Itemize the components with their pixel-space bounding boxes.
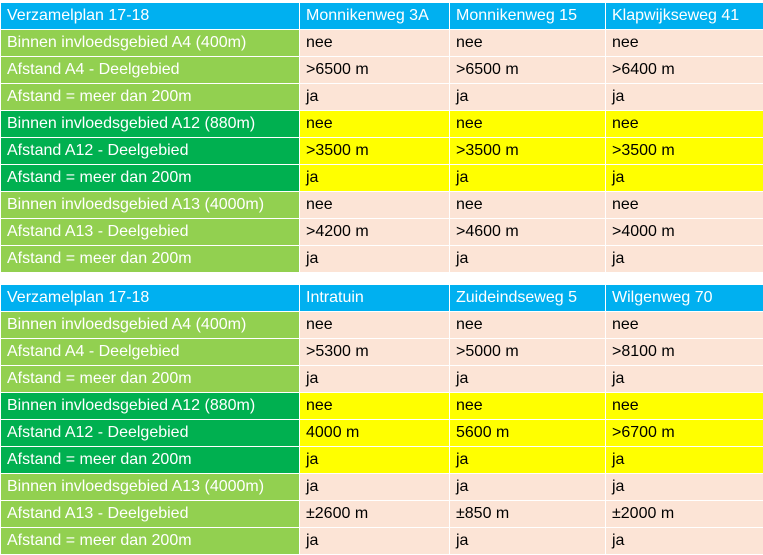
- value-cell: ja: [606, 84, 763, 111]
- table-row: [1, 84, 763, 111]
- table-row: [1, 192, 763, 219]
- value-cell: ja: [300, 528, 450, 555]
- header-cell-plan: Verzamelplan 17-18: [1, 3, 300, 30]
- row-label: Afstand = meer dan 200m: [1, 366, 300, 393]
- row-label: Afstand A13 - Deelgebied: [1, 501, 300, 528]
- value-cell: ja: [606, 165, 763, 192]
- value-cell: ja: [300, 246, 450, 273]
- value-cell: nee: [606, 111, 763, 138]
- row-label: Binnen invloedsgebied A12 (880m): [1, 393, 300, 420]
- value-cell: nee: [450, 393, 606, 420]
- value-cell: >5000 m: [450, 339, 606, 366]
- value-cell: ja: [450, 474, 606, 501]
- table-row: [1, 393, 763, 420]
- value-cell: nee: [450, 30, 606, 57]
- value-cell: >6500 m: [450, 57, 606, 84]
- table-row: [1, 339, 763, 366]
- value-cell: ja: [450, 528, 606, 555]
- header-row: [1, 285, 763, 312]
- value-cell: >6700 m: [606, 420, 763, 447]
- header-cell-location: Klapwijkseweg 41: [606, 3, 763, 30]
- value-cell: ja: [300, 84, 450, 111]
- row-label: Binnen invloedsgebied A13 (4000m): [1, 474, 300, 501]
- row-label: Afstand A4 - Deelgebied: [1, 339, 300, 366]
- row-label: Afstand = meer dan 200m: [1, 165, 300, 192]
- table-2: [0, 284, 763, 555]
- table-row: [1, 501, 763, 528]
- table-row: [1, 165, 763, 192]
- value-cell: >3500 m: [450, 138, 606, 165]
- header-cell-plan: Verzamelplan 17-18: [1, 285, 300, 312]
- row-label: Afstand = meer dan 200m: [1, 528, 300, 555]
- table-1: [0, 2, 763, 273]
- value-cell: >6500 m: [300, 57, 450, 84]
- row-label: Binnen invloedsgebied A13 (4000m): [1, 192, 300, 219]
- table-row: [1, 447, 763, 474]
- value-cell: 4000 m: [300, 420, 450, 447]
- value-cell: nee: [300, 393, 450, 420]
- value-cell: ja: [606, 474, 763, 501]
- row-label: Binnen invloedsgebied A12 (880m): [1, 111, 300, 138]
- table-row: [1, 111, 763, 138]
- table-row: [1, 474, 763, 501]
- value-cell: nee: [606, 312, 763, 339]
- row-label: Afstand = meer dan 200m: [1, 447, 300, 474]
- row-label: Binnen invloedsgebied A4 (400m): [1, 312, 300, 339]
- table-row: [1, 366, 763, 393]
- value-cell: nee: [450, 111, 606, 138]
- value-cell: ja: [450, 84, 606, 111]
- header-cell-location: Intratuin: [300, 285, 450, 312]
- row-label: Binnen invloedsgebied A4 (400m): [1, 30, 300, 57]
- table-row: [1, 219, 763, 246]
- header-row: [1, 3, 763, 30]
- value-cell: >4600 m: [450, 219, 606, 246]
- value-cell: ja: [606, 366, 763, 393]
- row-label: Afstand = meer dan 200m: [1, 84, 300, 111]
- value-cell: ja: [300, 366, 450, 393]
- value-cell: >6400 m: [606, 57, 763, 84]
- row-label: Afstand A12 - Deelgebied: [1, 420, 300, 447]
- table-row: [1, 420, 763, 447]
- table-row: [1, 246, 763, 273]
- value-cell: nee: [450, 192, 606, 219]
- value-cell: ja: [450, 246, 606, 273]
- value-cell: ja: [606, 246, 763, 273]
- value-cell: ja: [450, 366, 606, 393]
- value-cell: nee: [300, 111, 450, 138]
- header-cell-location: Zuideindseweg 5: [450, 285, 606, 312]
- row-label: Afstand A13 - Deelgebied: [1, 219, 300, 246]
- value-cell: nee: [606, 192, 763, 219]
- value-cell: >8100 m: [606, 339, 763, 366]
- table-row: [1, 57, 763, 84]
- row-label: Afstand = meer dan 200m: [1, 246, 300, 273]
- value-cell: ja: [606, 447, 763, 474]
- table-row: [1, 528, 763, 555]
- value-cell: nee: [300, 312, 450, 339]
- value-cell: ja: [300, 447, 450, 474]
- header-cell-location: Wilgenweg 70: [606, 285, 763, 312]
- value-cell: >4200 m: [300, 219, 450, 246]
- value-cell: 5600 m: [450, 420, 606, 447]
- table-row: [1, 30, 763, 57]
- table-row: [1, 312, 763, 339]
- value-cell: ja: [450, 165, 606, 192]
- table-row: [1, 138, 763, 165]
- value-cell: ±850 m: [450, 501, 606, 528]
- value-cell: nee: [606, 393, 763, 420]
- value-cell: nee: [450, 312, 606, 339]
- value-cell: ±2600 m: [300, 501, 450, 528]
- value-cell: ja: [300, 165, 450, 192]
- value-cell: nee: [300, 30, 450, 57]
- value-cell: nee: [606, 30, 763, 57]
- value-cell: >3500 m: [606, 138, 763, 165]
- value-cell: >3500 m: [300, 138, 450, 165]
- header-cell-location: Monnikenweg 3A: [300, 3, 450, 30]
- value-cell: ±2000 m: [606, 501, 763, 528]
- header-cell-location: Monnikenweg 15: [450, 3, 606, 30]
- value-cell: ja: [606, 528, 763, 555]
- row-label: Afstand A12 - Deelgebied: [1, 138, 300, 165]
- value-cell: >5300 m: [300, 339, 450, 366]
- value-cell: ja: [450, 447, 606, 474]
- value-cell: ja: [300, 474, 450, 501]
- value-cell: nee: [300, 192, 450, 219]
- value-cell: >4000 m: [606, 219, 763, 246]
- row-label: Afstand A4 - Deelgebied: [1, 57, 300, 84]
